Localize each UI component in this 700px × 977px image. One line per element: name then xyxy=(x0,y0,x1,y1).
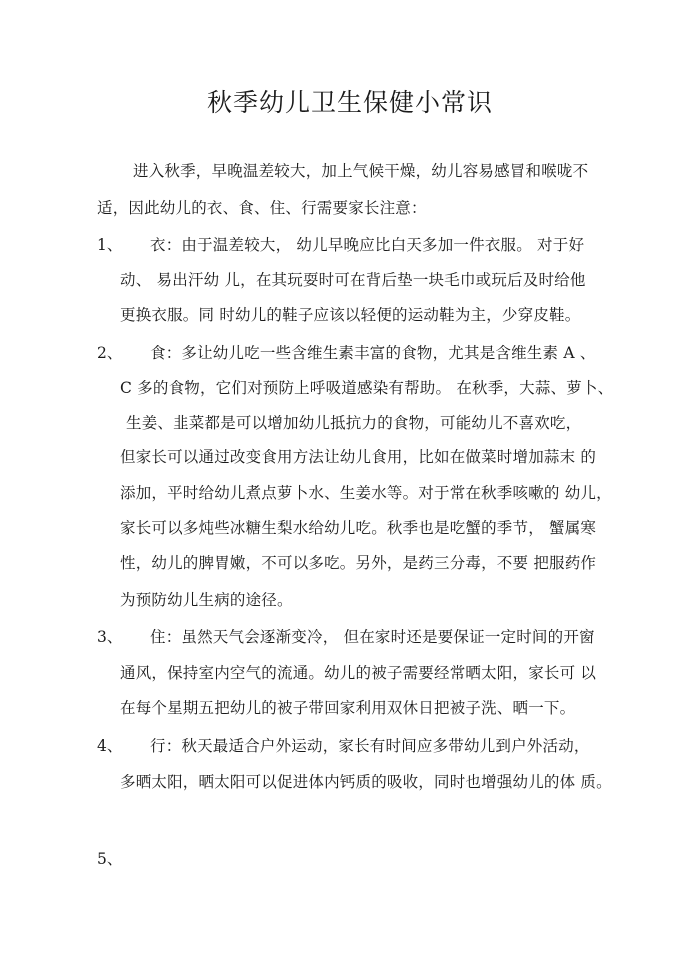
section-2-line-1: 食：多让幼儿吃一些含维生素丰富的食物，尤其是含维生素 A 、 xyxy=(150,344,596,362)
section-4-line-2: 多晒太阳，晒太阳可以促进体内钙质的吸收，同时也增强幼儿的体 质。 xyxy=(120,773,612,791)
section-4-number: 4、 xyxy=(97,737,123,755)
section-3-line-3: 在每个星期五把幼儿的被子带回家利用双休日把被子洗、晒一下。 xyxy=(120,699,576,717)
section-2-number: 2、 xyxy=(97,344,123,362)
section-1-line-1: 衣：由于温差较大， 幼儿早晚应比白天多加一件衣服。 对于好 xyxy=(150,236,585,254)
section-2-line-7: 性，幼儿的脾胃嫩，不可以多吃。另外，是药三分毒，不要 把服药作 xyxy=(120,554,597,572)
section-1-number: 1、 xyxy=(97,236,123,254)
section-2-line-3: 生姜、韭菜都是可以增加幼儿抵抗力的食物，可能幼儿不喜欢吃， xyxy=(126,414,582,432)
section-5-number: 5、 xyxy=(97,850,123,868)
document-title: 秋季幼儿卫生保健小常识 xyxy=(206,88,493,117)
section-1-line-3: 更换衣服。同 时幼儿的鞋子应该以轻便的运动鞋为主，少穿皮鞋。 xyxy=(120,306,581,324)
section-3-number: 3、 xyxy=(97,628,123,646)
section-2-line-6: 家长可以多炖些冰糖生梨水给幼儿吃。秋季也是吃蟹的季节， 蟹属寒 xyxy=(120,519,597,537)
section-2-line-2: C 多的食物，它们对预防上呼吸道感染有帮助。 在秋季，大蒜、萝卜、 xyxy=(120,379,614,397)
section-3-line-1: 住：虽然天气会逐渐变冷， 但在家时还是要保证一定时间的开窗 xyxy=(150,628,595,646)
intro-line-1: 进入秋季，早晚温差较大，加上气候干燥，幼儿容易感冒和喉咙不 xyxy=(133,162,589,180)
section-3-line-2: 通风，保持室内空气的流通。幼儿的被子需要经常晒太阳，家长可 以 xyxy=(120,664,597,682)
section-4-line-1: 行：秋天最适合户外运动，家长有时间应多带幼儿到户外活动， xyxy=(150,737,590,755)
section-2-line-4: 但家长可以通过改变食用方法让幼儿食用，比如在做菜时增加蒜末 的 xyxy=(120,448,597,466)
section-1-line-2: 动、 易出汗幼 儿，在其玩耍时可在背后垫一块毛巾或玩后及时给他 xyxy=(120,271,586,289)
intro-line-2: 适，因此幼儿的衣、食、住、行需要家长注意： xyxy=(97,199,427,217)
section-2-line-5: 添加，平时给幼儿煮点萝卜水、生姜水等。对于常在秋季咳嗽的 幼儿， xyxy=(120,484,612,502)
section-2-line-8: 为预防幼儿生病的途径。 xyxy=(120,591,293,609)
